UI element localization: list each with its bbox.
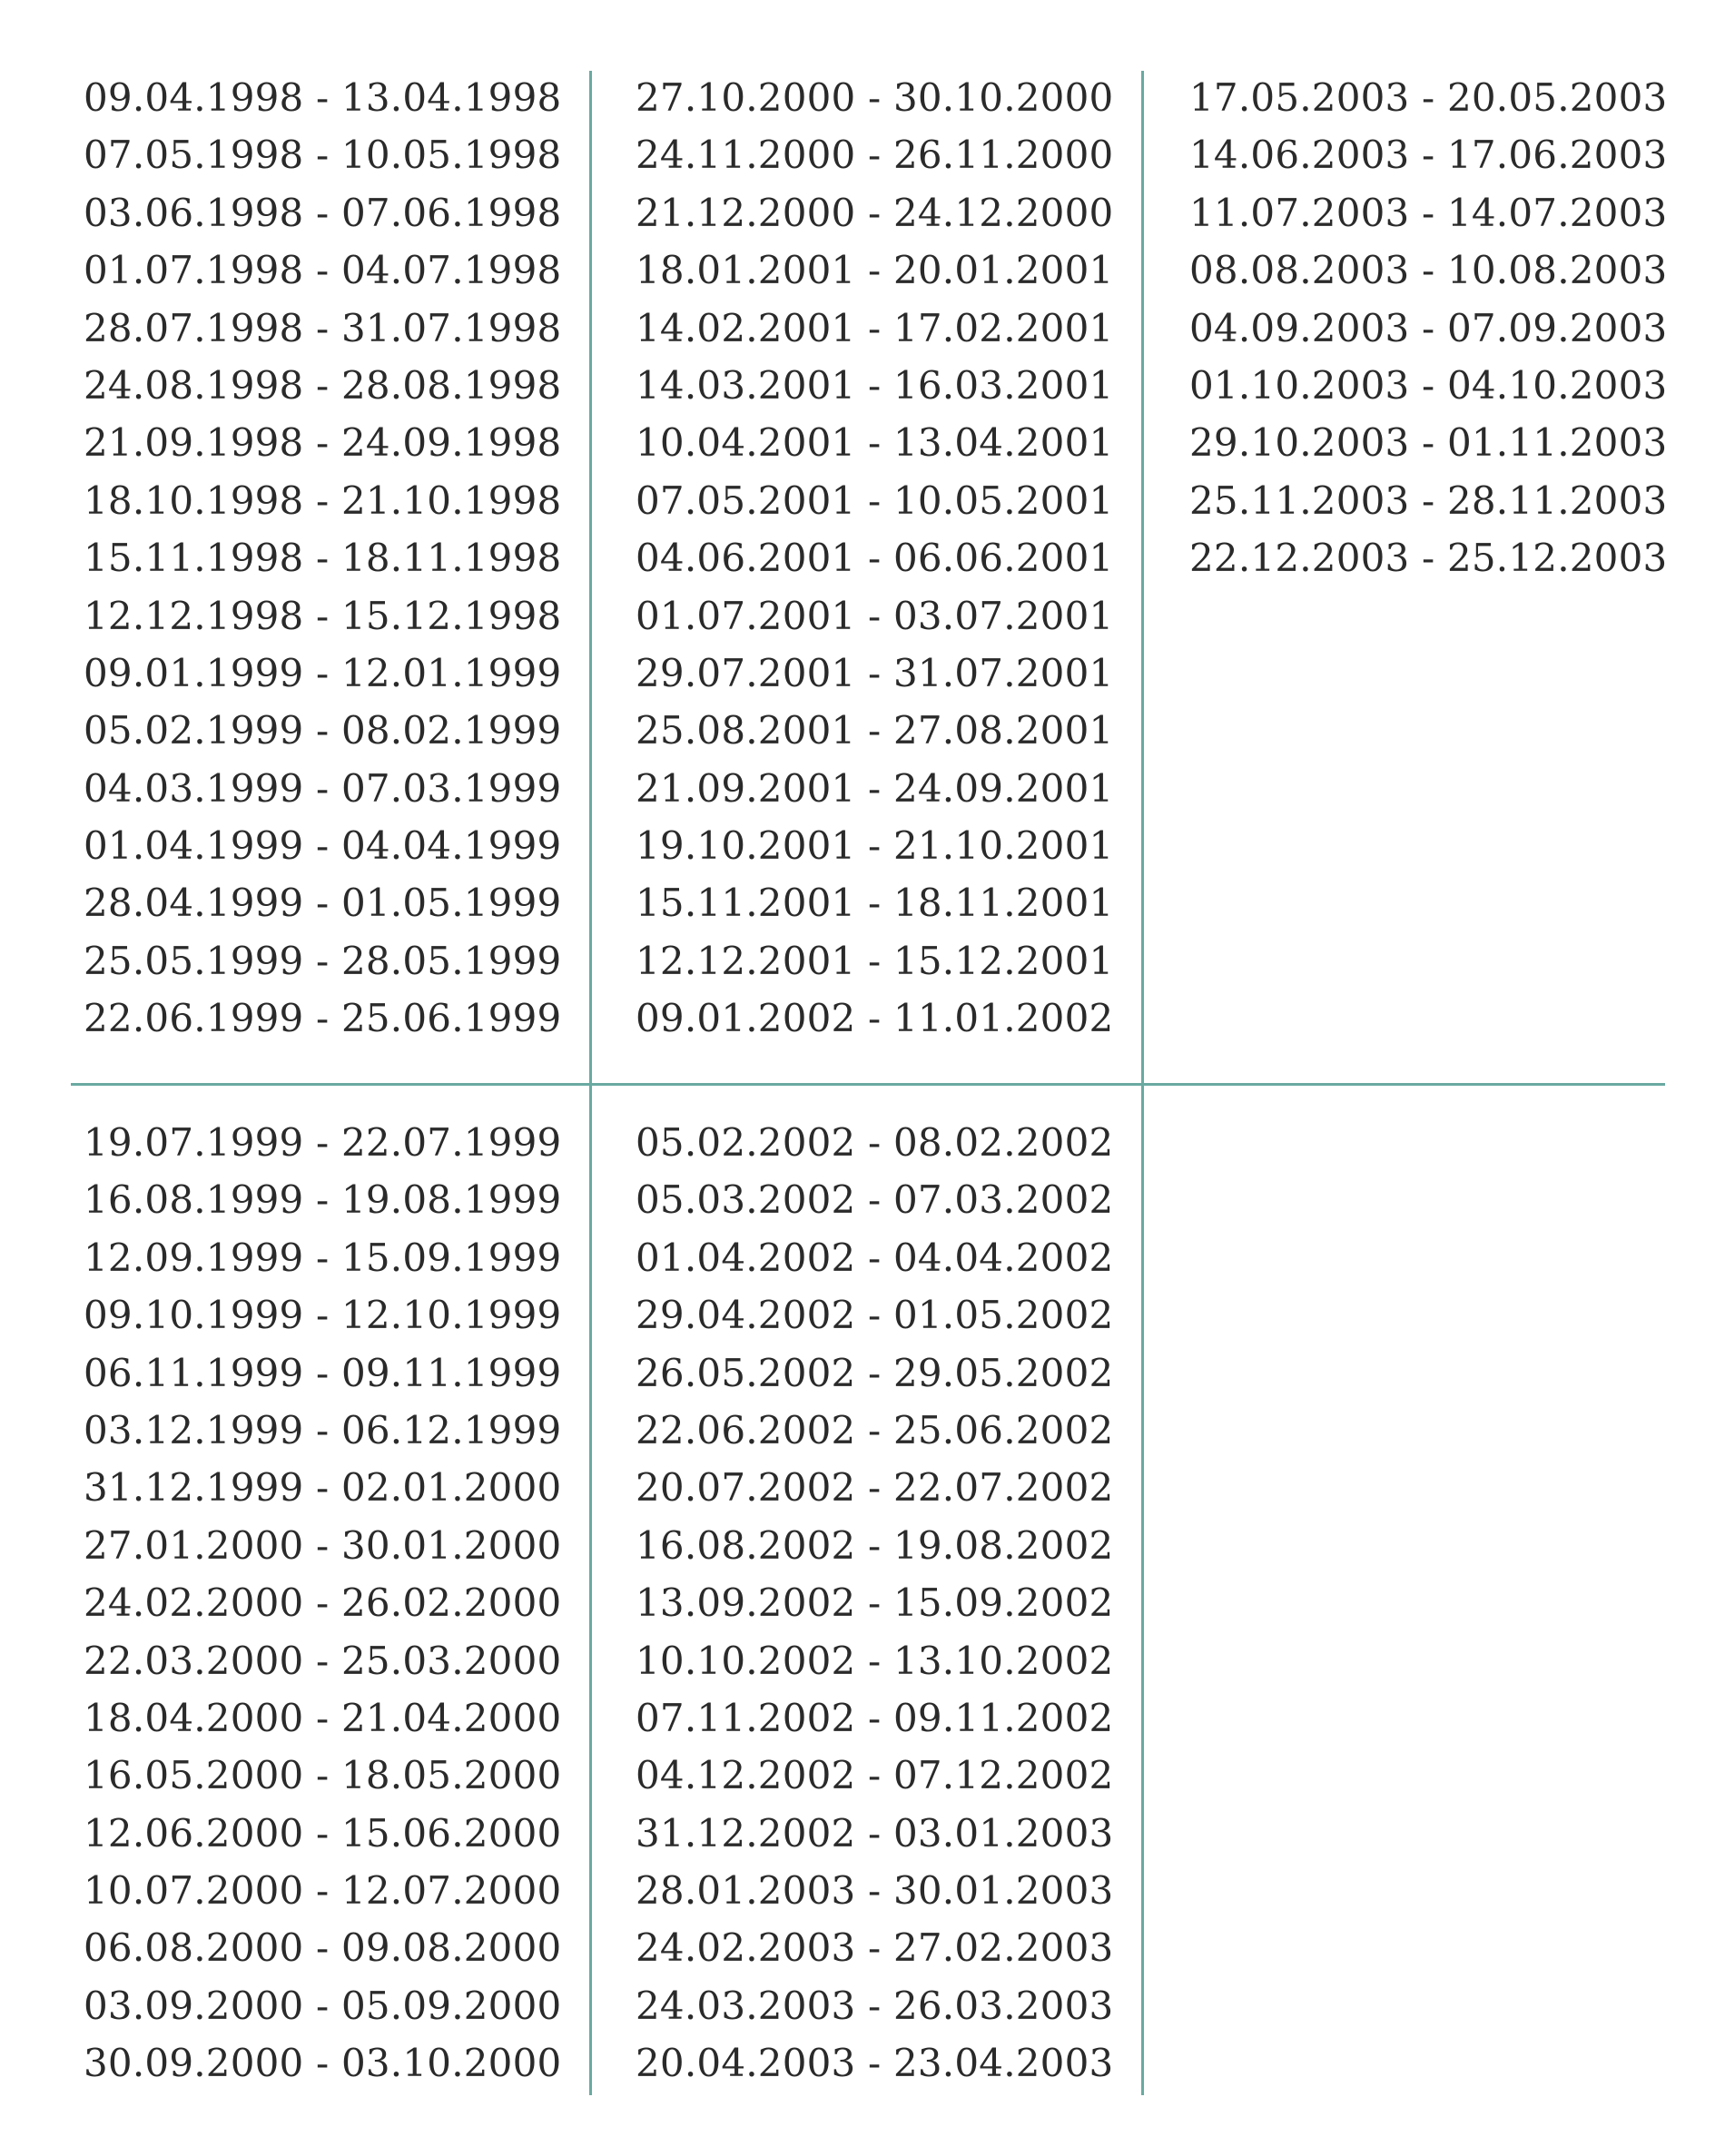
date-range: 18.04.2000 - 21.04.2000 — [84, 1695, 562, 1740]
date-range: 05.03.2002 - 07.03.2002 — [636, 1177, 1114, 1223]
date-range: 01.07.2001 - 03.07.2001 — [636, 593, 1114, 638]
date-range: 28.01.2003 - 30.01.2003 — [636, 1868, 1114, 1914]
date-range: 13.09.2002 - 15.09.2002 — [636, 1580, 1114, 1626]
date-range: 25.05.1999 - 28.05.1999 — [84, 938, 562, 983]
date-range: 04.09.2003 - 07.09.2003 — [1189, 305, 1668, 350]
date-range: 14.06.2003 - 17.06.2003 — [1189, 133, 1668, 178]
date-range: 19.07.1999 - 22.07.1999 — [84, 1120, 562, 1165]
date-range: 04.12.2002 - 07.12.2002 — [636, 1753, 1114, 1798]
date-range: 09.01.2002 - 11.01.2002 — [636, 996, 1114, 1041]
date-range: 22.12.2003 - 25.12.2003 — [1189, 536, 1668, 581]
date-range: 20.07.2002 - 22.07.2002 — [636, 1465, 1114, 1511]
date-range: 29.07.2001 - 31.07.2001 — [636, 650, 1114, 695]
date-range: 22.06.1999 - 25.06.1999 — [84, 996, 562, 1041]
date-range: 05.02.1999 - 08.02.1999 — [84, 708, 562, 753]
date-range: 03.06.1998 - 07.06.1998 — [84, 190, 562, 235]
date-range: 12.12.2001 - 15.12.2001 — [636, 938, 1114, 983]
cell-row2-col1 — [84, 1114, 561, 2092]
date-range: 24.11.2000 - 26.11.2000 — [636, 133, 1114, 178]
date-range: 15.11.1998 - 18.11.1998 — [84, 536, 562, 581]
date-range: 01.04.1999 - 04.04.1999 — [84, 823, 562, 869]
date-range: 28.04.1999 - 01.05.1999 — [84, 881, 562, 926]
date-range: 28.07.1998 - 31.07.1998 — [84, 305, 562, 350]
date-range: 22.03.2000 - 25.03.2000 — [84, 1638, 562, 1683]
date-range: 10.07.2000 - 12.07.2000 — [84, 1868, 562, 1914]
date-range: 24.03.2003 - 26.03.2003 — [636, 1983, 1114, 2028]
date-range: 29.10.2003 - 01.11.2003 — [1189, 420, 1668, 466]
date-range: 04.03.1999 - 07.03.1999 — [84, 765, 562, 811]
date-range: 31.12.2002 - 03.01.2003 — [636, 1810, 1114, 1856]
date-range: 03.09.2000 - 05.09.2000 — [84, 1983, 562, 2028]
date-range: 29.04.2002 - 01.05.2002 — [636, 1293, 1114, 1338]
date-range: 27.10.2000 - 30.10.2000 — [636, 75, 1114, 120]
date-range: 24.02.2003 - 27.02.2003 — [636, 1925, 1114, 1971]
date-range: 18.01.2001 - 20.01.2001 — [636, 248, 1114, 293]
date-range: 24.02.2000 - 26.02.2000 — [84, 1580, 562, 1626]
date-range: 19.10.2001 - 21.10.2001 — [636, 823, 1114, 869]
date-range: 09.04.1998 - 13.04.1998 — [84, 75, 562, 120]
date-range: 11.07.2003 - 14.07.2003 — [1189, 190, 1668, 235]
date-range: 20.04.2003 - 23.04.2003 — [636, 2041, 1114, 2086]
date-range: 07.05.2001 - 10.05.2001 — [636, 477, 1114, 523]
date-range: 25.08.2001 - 27.08.2001 — [636, 708, 1114, 753]
date-range: 07.11.2002 - 09.11.2002 — [636, 1695, 1114, 1740]
cell-row1-col1 — [84, 69, 561, 1048]
date-range: 09.01.1999 - 12.01.1999 — [84, 650, 562, 695]
date-range: 12.06.2000 - 15.06.2000 — [84, 1810, 562, 1856]
date-range: 15.11.2001 - 18.11.2001 — [636, 881, 1114, 926]
date-range: 14.02.2001 - 17.02.2001 — [636, 305, 1114, 350]
date-range: 01.07.1998 - 04.07.1998 — [84, 248, 562, 293]
date-range: 16.08.1999 - 19.08.1999 — [84, 1177, 562, 1223]
date-range: 22.06.2002 - 25.06.2002 — [636, 1407, 1114, 1452]
date-range: 30.09.2000 - 03.10.2000 — [84, 2041, 562, 2086]
date-range: 03.12.1999 - 06.12.1999 — [84, 1407, 562, 1452]
date-range: 16.08.2002 - 19.08.2002 — [636, 1522, 1114, 1568]
date-range: 10.04.2001 - 13.04.2001 — [636, 420, 1114, 466]
date-range: 17.05.2003 - 20.05.2003 — [1189, 75, 1668, 120]
date-range: 21.09.2001 - 24.09.2001 — [636, 765, 1114, 811]
date-range: 12.09.1999 - 15.09.1999 — [84, 1235, 562, 1280]
date-range: 01.04.2002 - 04.04.2002 — [636, 1235, 1114, 1280]
row-divider — [71, 1083, 1665, 1086]
date-range: 24.08.1998 - 28.08.1998 — [84, 362, 562, 408]
date-range: 06.08.2000 - 09.08.2000 — [84, 1925, 562, 1971]
date-range: 18.10.1998 - 21.10.1998 — [84, 477, 562, 523]
date-range: 06.11.1999 - 09.11.1999 — [84, 1350, 562, 1395]
date-range: 08.08.2003 - 10.08.2003 — [1189, 248, 1668, 293]
date-range: 21.09.1998 - 24.09.1998 — [84, 420, 562, 466]
date-range: 14.03.2001 - 16.03.2001 — [636, 362, 1114, 408]
date-range: 05.02.2002 - 08.02.2002 — [636, 1120, 1114, 1165]
date-range: 31.12.1999 - 02.01.2000 — [84, 1465, 562, 1511]
date-range: 07.05.1998 - 10.05.1998 — [84, 133, 562, 178]
date-range: 04.06.2001 - 06.06.2001 — [636, 536, 1114, 581]
cell-row1-col2 — [636, 69, 1113, 1048]
date-range: 26.05.2002 - 29.05.2002 — [636, 1350, 1114, 1395]
date-range: 09.10.1999 - 12.10.1999 — [84, 1293, 562, 1338]
cell-row1-col3 — [1189, 69, 1667, 587]
date-range: 16.05.2000 - 18.05.2000 — [84, 1753, 562, 1798]
date-range: 12.12.1998 - 15.12.1998 — [84, 593, 562, 638]
date-range: 10.10.2002 - 13.10.2002 — [636, 1638, 1114, 1683]
cell-row2-col2 — [636, 1114, 1113, 2092]
date-range: 21.12.2000 - 24.12.2000 — [636, 190, 1114, 235]
date-range: 01.10.2003 - 04.10.2003 — [1189, 362, 1668, 408]
date-range: 27.01.2000 - 30.01.2000 — [84, 1522, 562, 1568]
date-range: 25.11.2003 - 28.11.2003 — [1189, 477, 1668, 523]
